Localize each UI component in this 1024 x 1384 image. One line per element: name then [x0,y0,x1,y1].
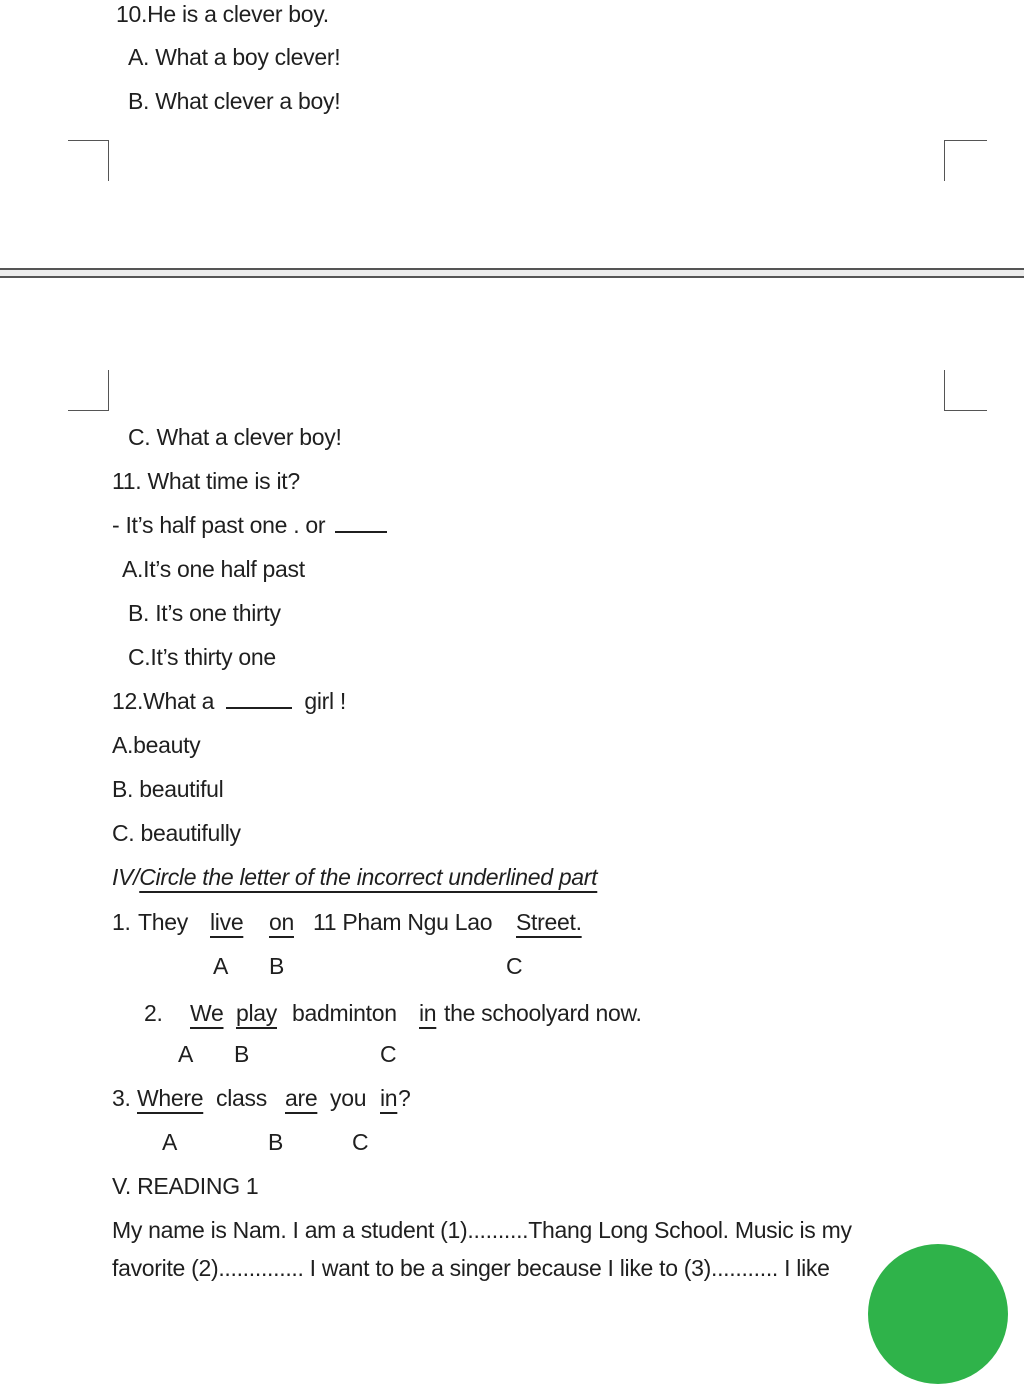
s2-label-b: B [234,1041,250,1067]
reading-line-1: My name is Nam. I am a student (1)..........Thang Long School. Music is my [112,1217,852,1243]
s3-word-class: class [216,1085,267,1111]
section-v-heading: V. READING 1 [112,1173,259,1199]
s3-label-a: A [162,1129,178,1155]
s1-word-address: 11 Pham Ngu Lao [313,909,493,935]
crop-mark-top-left [68,140,109,181]
s2-label-c: C [380,1041,397,1067]
q10-option-c: C. What a clever boy! [128,424,342,450]
s2-label-a: A [178,1041,194,1067]
answer-blank [335,513,387,533]
page-break-divider [0,268,1024,278]
s2-underlined-a: We [190,1000,224,1026]
section-iv-heading [112,863,597,891]
s2-word-badminton: badminton [292,1000,397,1026]
s1-word-they: They [138,909,188,935]
q10-option-b: B. What clever a boy! [128,88,341,114]
s2-word-rest: the schoolyard now. [444,1000,642,1026]
section-iv-prefix: IV/ [112,864,140,890]
s3-underlined-b: are [285,1085,318,1111]
floating-action-badge[interactable] [868,1244,1008,1384]
crop-mark-top-right [944,140,987,181]
q11-prompt: 11. What time is it? [112,468,300,494]
s1-label-c: C [506,953,523,979]
q12-prompt-start: 12.What a [112,688,215,714]
q12-option-b: B. beautiful [112,776,224,802]
s1-underlined-c: Street. [516,909,582,935]
q11-option-a: A.It’s one half past [122,556,305,582]
q11-line [112,511,387,539]
s2-underlined-c: in [419,1000,437,1026]
s2-number: 2. [144,1000,163,1026]
q10-option-a: A. What a boy clever! [128,44,341,70]
crop-mark-bottom-right [944,370,987,411]
section-iv-title: Circle the letter of the incorrect underlined part [139,864,598,890]
q12-option-a: A.beauty [112,732,201,758]
s1-label-b: B [269,953,285,979]
s1-number: 1. [112,909,131,935]
s3-question-mark: ? [398,1085,411,1111]
crop-mark-bottom-left [68,370,109,411]
reading-line-2: favorite (2).............. I want to be a singer because I like to (3)........... I like [112,1255,830,1281]
s3-underlined-c: in [380,1085,398,1111]
s2-underlined-b: play [236,1000,277,1026]
s3-underlined-a: Where [137,1085,204,1111]
s1-underlined-b: on [269,909,294,935]
s3-word-you: you [330,1085,367,1111]
answer-blank [226,689,292,709]
q11-option-c: C.It’s thirty one [128,644,276,670]
q10-prompt: 10.He is a clever boy. [116,1,329,27]
s3-label-b: B [268,1129,284,1155]
s1-label-a: A [213,953,229,979]
s3-number: 3. [112,1085,131,1111]
q12-prompt-end: girl ! [304,688,346,714]
q11-option-b: B. It’s one thirty [128,600,281,626]
s1-underlined-a: live [210,909,244,935]
q12-prompt [112,687,346,715]
q11-line-text: - It’s half past one . or [112,512,326,538]
s3-label-c: C [352,1129,369,1155]
q12-option-c: C. beautifully [112,820,241,846]
